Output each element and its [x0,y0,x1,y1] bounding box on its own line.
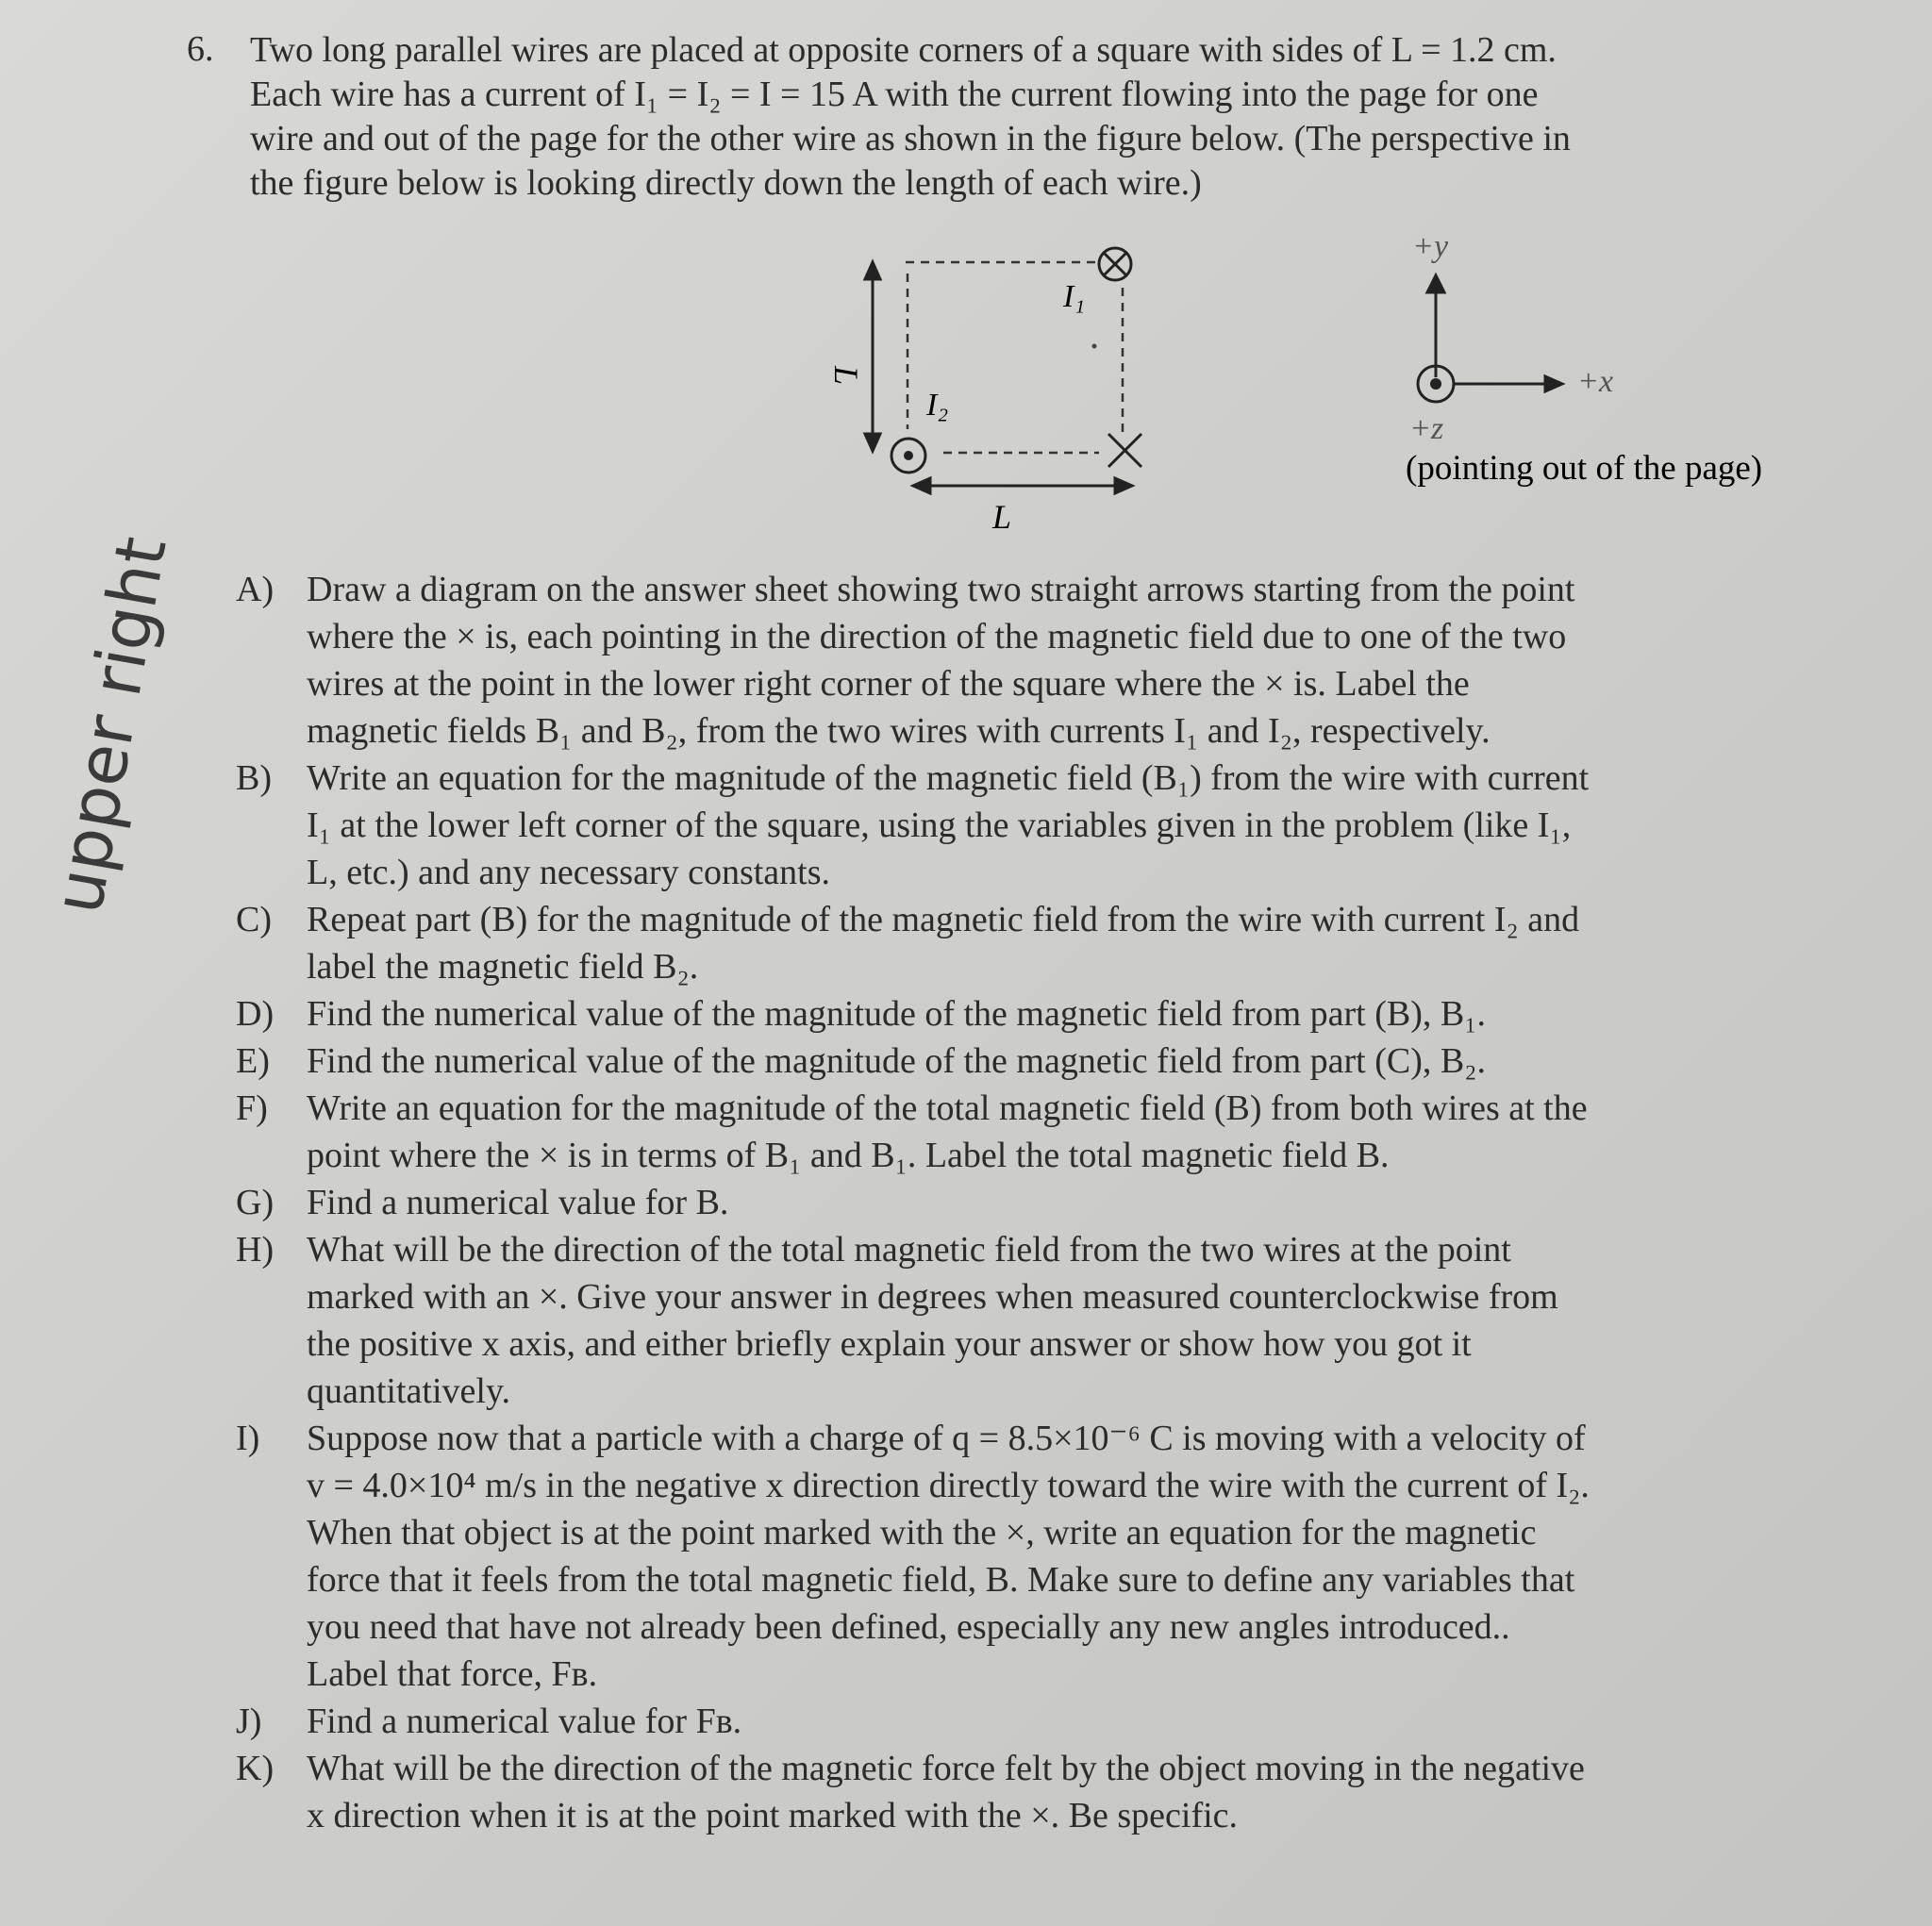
part-e [236,1038,1896,1085]
part-line: Suppose now that a particle with a charge of q = 8.5×10⁻⁶ C is moving with a velocity of [307,1419,1586,1458]
part-line: What will be the direction of the total magnetic field from the two wires at the point [307,1230,1511,1270]
part-line: point where the × is in terms of B₁ and B₁. Label the total magnetic field B. [307,1136,1390,1175]
part-line: label the magnetic field B₂. [307,947,699,987]
part-line: magnetic fields B₁ and B₂, from the two wires with currents I₁ and I₂, respectively. [307,711,1491,751]
part-g [236,1179,1896,1226]
part-i [236,1415,1896,1698]
part-line: you need that have not already been defined, especially any new angles introduced.. [307,1607,1510,1647]
part-line: L, etc.) and any necessary constants. [307,853,831,892]
wire-1-label: I₁ [1063,279,1086,314]
part-j [236,1698,1896,1745]
part-line: When that object is at the point marked with the ×, write an equation for the magnetic [307,1513,1537,1552]
bottom-length-label: L [992,498,1012,536]
part-d [236,990,1896,1038]
wire-2-label: I₂ [926,388,949,423]
intro-line: Two long parallel wires are placed at opposite corners of a square with sides of L = 1.2 cm. [250,30,1557,70]
part-label: D) [236,994,275,1034]
part-line: force that it feels from the total magnetic field, B. Make sure to define any variables that [307,1560,1575,1600]
part-line: What will be the direction of the magnetic force felt by the object moving in the negative [307,1749,1585,1788]
wire-out-of-page-icon [891,439,925,473]
part-line: Draw a diagram on the answer sheet showing two straight arrows starting from the point [307,570,1575,609]
axis-y-label: +y [1412,229,1449,264]
side-length-label: L [827,366,865,386]
handwritten-note: upper right [38,531,182,920]
square-outline [906,262,1123,453]
part-line: I₁ at the lower left corner of the square, using the variables given in the problem (like I₁, [307,805,1572,845]
part-c [236,896,1896,990]
question-parts [236,566,1896,1839]
wire-into-page-icon [1099,248,1131,280]
part-label: F) [236,1088,268,1128]
part-a [236,566,1896,755]
axis-z-label: +z [1409,411,1444,446]
intro-line: Each wire has a current of I₁ = I₂ = I = 15 A with the current flowing into the page for one [250,75,1539,114]
part-line: v = 4.0×10⁴ m/s in the negative x direction directly toward the wire with the current of I₂. [307,1466,1590,1505]
problem-number: 6. [187,29,214,69]
part-label: C) [236,900,272,939]
part-label: A) [236,570,275,609]
part-label: G) [236,1183,275,1222]
part-h [236,1226,1896,1415]
part-line: Find a numerical value for Fʙ. [307,1702,742,1741]
part-line: Find a numerical value for B. [307,1183,729,1222]
part-line: Write an equation for the magnitude of the magnetic field (B₁) from the wire with current [307,758,1590,798]
axes-icon [1418,275,1562,402]
part-label: K) [236,1749,275,1788]
part-line: Find the numerical value of the magnitude of the magnetic field from part (B), B₁. [307,994,1486,1034]
axis-note: (pointing out of the page) [1406,449,1763,488]
part-line: x direction when it is at the point marked with the ×. Be specific. [307,1796,1239,1835]
part-line: wires at the point in the lower right corner of the square where the × is. Label the [307,664,1470,704]
bottom-length-arrow-icon [913,478,1132,493]
axis-x-label: +x [1577,364,1614,399]
part-f [236,1085,1896,1179]
part-k [236,1745,1896,1839]
speck [1092,344,1097,349]
part-line: quantitatively. [307,1371,510,1411]
part-label: E) [236,1041,270,1081]
figure-diagram [0,0,1932,566]
part-line: Label that force, Fʙ. [307,1654,598,1694]
part-label: H) [236,1230,275,1270]
part-line: Find the numerical value of the magnitude of the magnetic field from part (C), B₂. [307,1041,1486,1081]
part-line: where the × is, each pointing in the direction of the magnetic field due to one of the two [307,617,1567,656]
point-x-marker-icon [1108,434,1141,467]
side-length-arrow-icon [865,262,880,451]
intro-line: wire and out of the page for the other wire as shown in the figure below. (The perspective in [250,119,1571,158]
part-label: J) [236,1702,262,1741]
part-label: I) [236,1419,260,1458]
part-line: Repeat part (B) for the magnitude of the magnetic field from the wire with current I₂ and [307,900,1580,939]
part-line: Write an equation for the magnitude of the total magnetic field (B) from both wires at the [307,1088,1588,1128]
part-b [236,755,1896,896]
intro-line: the figure below is looking directly down the length of each wire.) [250,163,1202,203]
part-line: marked with an ×. Give your answer in degrees when measured counterclockwise from [307,1277,1558,1317]
part-line: the positive x axis, and either briefly explain your answer or show how you got it [307,1324,1472,1364]
part-label: B) [236,758,272,798]
